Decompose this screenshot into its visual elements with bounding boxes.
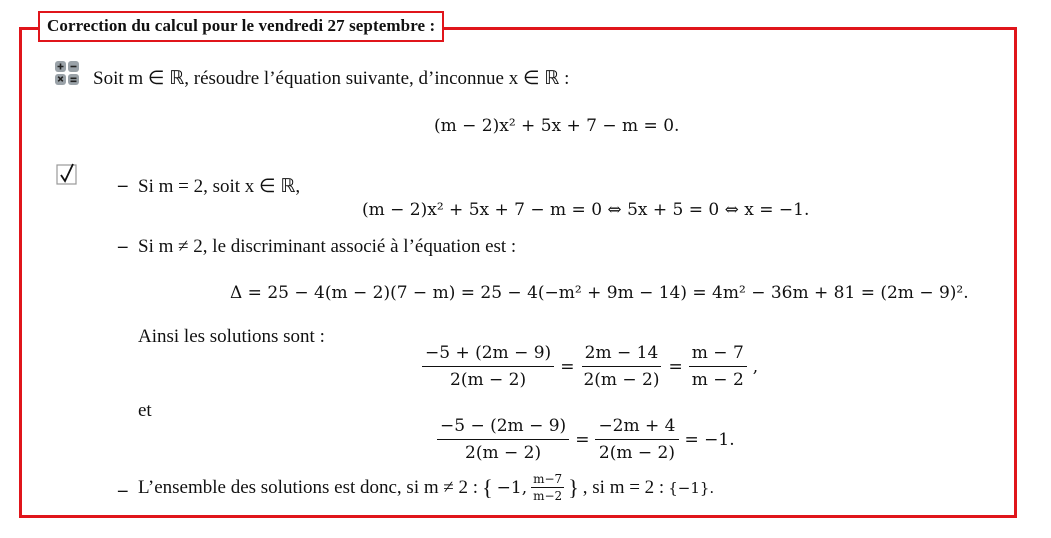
case1-equation: (m − 2)x² + 5x + 7 − m = 0 ⇔ 5x + 5 = 0 ⇔ x = −1.: [362, 200, 810, 220]
root1-equation: $\frac{-5 + (2m - 9)}{2(m - 2)}$ = $\frac{2m - 14}{2(m - 2)}$ = $\frac{m - 7}{m - 2}$ ,: [422, 343, 758, 390]
set-fraction: $\frac{m-7}{m-2}$: [533, 472, 563, 503]
root2-fraction-1: $\frac{-5 - (2m - 9)}{2(m - 2)}$: [437, 416, 569, 463]
page-title: Correction du calcul pour le vendredi 27 septembre :: [38, 11, 444, 42]
bullet-dash: –: [118, 175, 128, 196]
bullet-dash: –: [118, 480, 128, 501]
delta-equation: Δ = 25 − 4(m − 2)(7 − m) = 25 − 4(−m² + 9m − 14) = 4m² − 36m + 81 = (2m − 9)².: [230, 283, 969, 303]
calculator-icon: [54, 60, 80, 86]
root1-fraction-2: $\frac{2m - 14}{2(m - 2)}$: [583, 343, 660, 390]
solutions-label: Ainsi les solutions sont :: [138, 326, 325, 347]
statement-text: Soit m ∈ ℝ, résoudre l’équation suivante, d’inconnue x ∈ ℝ :: [93, 68, 570, 89]
bullet-dash: –: [118, 236, 128, 257]
root1-fraction-1: $\frac{-5 + (2m - 9)}{2(m - 2)}$: [422, 343, 554, 390]
conclusion-line: L’ensemble des solutions est donc, si m ≠ 2 : { −1, $\frac{m-7}{m-2}$ } , si m = 2 : {−1}.: [138, 472, 715, 503]
et-label: et: [138, 400, 152, 421]
case2-label: Si m ≠ 2, le discriminant associé à l’équation est :: [138, 236, 517, 257]
root2-equation: $\frac{-5 - (2m - 9)}{2(m - 2)}$ = $\frac{-2m + 4}{2(m - 2)}$ = −1.: [437, 416, 735, 463]
checkbox-checked-icon: [56, 163, 78, 185]
main-equation: (m − 2)x² + 5x + 7 − m = 0.: [434, 116, 680, 136]
case1-label: Si m = 2, soit x ∈ ℝ,: [138, 176, 301, 197]
root2-fraction-2: $\frac{-2m + 4}{2(m - 2)}$: [595, 416, 678, 463]
root1-fraction-3: $\frac{m - 7}{m - 2}$: [689, 343, 747, 390]
